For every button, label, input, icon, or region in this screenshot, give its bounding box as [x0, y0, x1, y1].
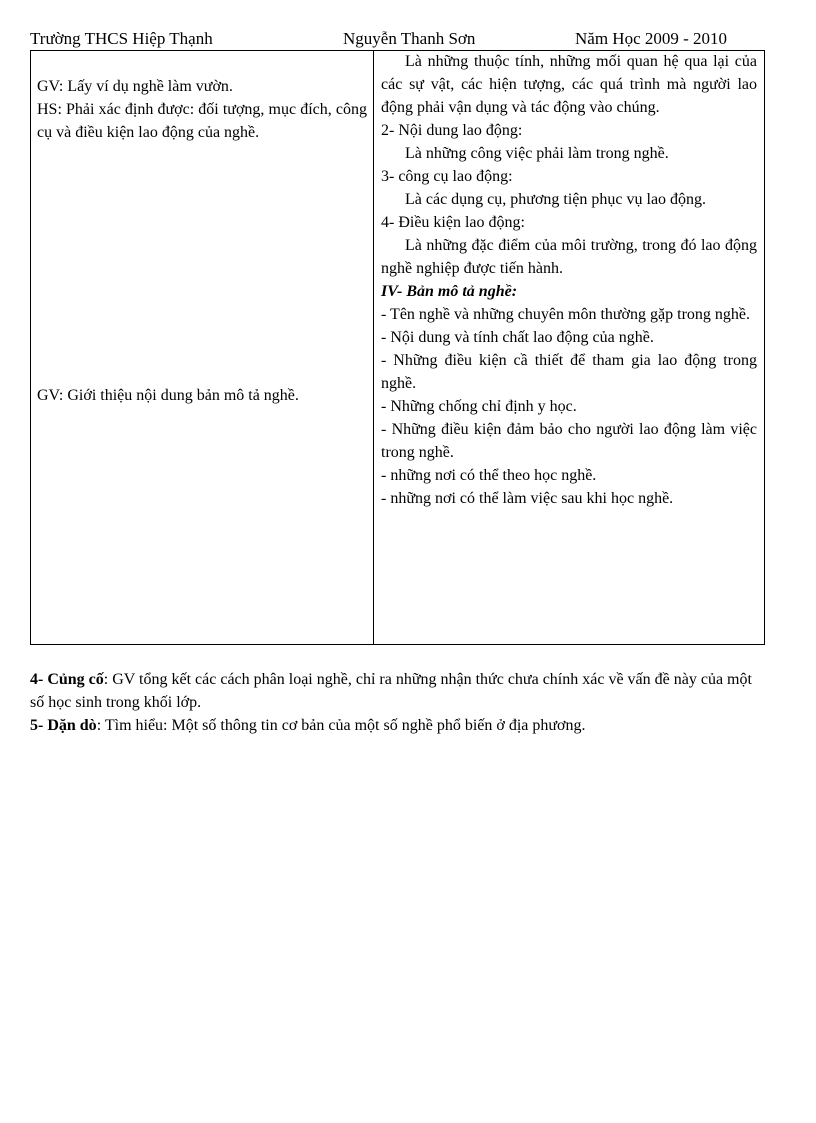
lesson-closing: [30, 668, 765, 737]
list-item: - những nơi có thể theo học nghề.: [381, 467, 597, 484]
teacher-name: Nguyễn Thanh Sơn: [343, 29, 476, 48]
left-paragraph-1: GV: Lấy ví dụ nghề làm vườn.: [37, 78, 233, 95]
list-item: - Những điều kiện đảm bảo cho người lao động làm việc trong nghề.: [381, 421, 757, 461]
right-paragraph-2: Là những công việc phải làm trong nghề.: [405, 145, 669, 162]
right-paragraph-3: Là các dụng cụ, phương tiện phục vụ lao động.: [405, 191, 707, 208]
cung-co-label: 4- Củng cố: [30, 671, 104, 688]
heading-noi-dung: 2- Nội dung lao động:: [381, 122, 523, 139]
list-item: - Những chống chỉ định y học.: [381, 398, 577, 415]
teacher-activity-column: [37, 75, 367, 407]
cung-co-text: : GV tổng kết các cách phân loại nghề, chỉ ra những nhận thức chưa chính xác về vấn đề này của một số học sinh trong khối lớp.: [30, 671, 752, 711]
page-header: [30, 28, 765, 51]
list-item: - những nơi có thể làm việc sau khi học nghề.: [381, 490, 674, 507]
school-name: Trường THCS Hiệp Thạnh: [30, 29, 213, 48]
lesson-table: [30, 50, 765, 645]
school-year: Năm Học 2009 - 2010: [575, 29, 728, 48]
right-paragraph-4: Là những đặc điểm của môi trường, trong đó lao động nghề nghiệp được tiến hành.: [381, 237, 757, 277]
dan-do-paragraph: [30, 714, 765, 737]
list-item: - Những điều kiện cầ thiết để tham gia lao động trong nghề.: [381, 352, 757, 392]
heading-cong-cu: 3- công cụ lao động:: [381, 168, 513, 185]
left-paragraph-3: GV: Giới thiệu nội dung bản mô tả nghề.: [37, 387, 299, 404]
left-paragraph-2: HS: Phải xác định được: đối tượng, mục đích, công cụ và điều kiện lao động của nghề.: [37, 101, 367, 141]
right-paragraph-1: Là những thuộc tính, những mối quan hệ qua lại của các sự vật, các hiện tượng, các quá trình mà người lao động phải vận dụng và tác động vào chúng.: [381, 53, 757, 116]
section-title: IV- Bản mô tả nghề:: [381, 283, 518, 300]
heading-dieu-kien: 4- Điều kiện lao động:: [381, 214, 525, 231]
list-item: - Tên nghề và những chuyên môn thường gặp trong nghề.: [381, 306, 750, 323]
list-item: - Nội dung và tính chất lao động của nghề.: [381, 329, 654, 346]
content-column: [381, 50, 757, 510]
dan-do-text: : Tìm hiểu: Một số thông tin cơ bản của một số nghề phổ biến ở địa phương.: [96, 717, 586, 734]
cung-co-paragraph: [30, 668, 765, 714]
dan-do-label: 5- Dặn dò: [30, 717, 97, 734]
column-divider: [373, 50, 374, 644]
